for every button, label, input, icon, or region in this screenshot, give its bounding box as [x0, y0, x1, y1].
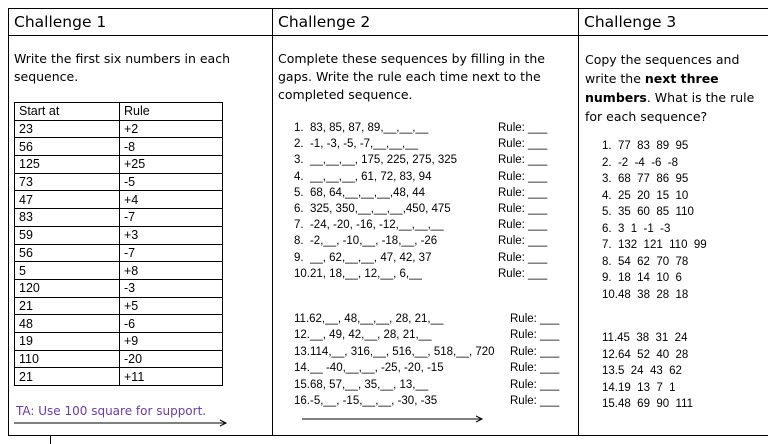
rule-blank: Rule: ___	[498, 219, 548, 232]
start-at-cell: 19	[15, 332, 120, 350]
sequence-item: 15.68, 57,__, 35,__, 13,__	[294, 378, 429, 391]
sequence-item: 13.114,__, 316,__, 516,__, 518,__, 720	[294, 345, 495, 358]
table-row	[15, 262, 223, 280]
rule-blank: Rule: ___	[510, 345, 560, 358]
rule-cell: +8	[120, 262, 223, 280]
rule-blank: Rule: ___	[510, 329, 560, 342]
sequence-item: 10.21, 18,__, 12,__, 6,__	[294, 267, 422, 280]
table-row	[15, 368, 223, 386]
sequence-item: 8. 54 62 70 78	[602, 255, 689, 268]
challenge1-instruction: Write the first six numbers in each sequence.	[14, 51, 231, 84]
sequence-item: 2. -1, -3, -5, -7,__,__,__	[294, 138, 419, 151]
header-challenge-3: Challenge 3	[578, 8, 768, 36]
start-at-cell: 21	[15, 368, 120, 386]
rule-blank: Rule: ___	[510, 378, 560, 391]
sequence-item: 11.45 38 31 24	[602, 332, 688, 344]
sequence-item: 9. 18 14 10 6	[602, 272, 682, 284]
start-at-cell: 5	[15, 262, 120, 280]
table-row	[15, 226, 223, 244]
challenge2-instruction: Complete these sequences by filling in the gaps. Write the rule each time next to the completed sequence.	[278, 51, 545, 102]
sequence-item: 4. __,__,__, 61, 72, 83, 94	[294, 170, 432, 183]
table-row	[15, 332, 223, 350]
table-body	[15, 120, 223, 385]
rule-blank: Rule: ___	[498, 203, 548, 215]
sequence-item: 2. -2 -4 -6 -8	[602, 156, 679, 169]
rule-blank: Rule: ___	[498, 267, 548, 280]
table-row	[15, 279, 223, 297]
rule-blank: Rule: ___	[510, 313, 560, 325]
challenge3-instruction	[585, 50, 763, 126]
table-header-row	[15, 103, 223, 121]
arrow-2	[302, 415, 486, 423]
rule-blank: Rule: ___	[510, 362, 560, 375]
divider-2-3	[578, 8, 579, 436]
start-at-cell: 48	[15, 315, 120, 333]
sequence-item: 14.__ -40,__,__, -25, -20, -15	[294, 362, 444, 375]
rule-cell: +4	[120, 191, 223, 209]
column-header-rule: Rule	[120, 103, 223, 121]
column-header-start: Start at	[15, 103, 120, 121]
divider-1-2	[272, 8, 273, 436]
table-row	[15, 191, 223, 209]
table-row	[15, 350, 223, 368]
margin-tick	[50, 435, 51, 444]
sequence-item: 4. 25 20 15 10	[602, 189, 689, 202]
sequence-item: 7. -24, -20, -16, -12,__,__,__	[294, 219, 444, 232]
start-at-cell: 110	[15, 350, 120, 368]
rule-blank: Rule: ___	[498, 154, 548, 167]
rule-blank: Rule: ___	[498, 138, 548, 151]
rule-cell: -3	[120, 279, 223, 297]
table-row	[15, 173, 223, 191]
rule-cell: -6	[120, 315, 223, 333]
sequence-item: 3. __,__,__, 175, 225, 275, 325	[294, 154, 458, 167]
sequence-item: 6. 325, 350,__,__,__,450, 475	[294, 203, 451, 215]
sequence-item: 9. __, 62,__,__, 47, 42, 37	[294, 251, 432, 264]
start-at-cell: 120	[15, 279, 120, 297]
table-row	[15, 244, 223, 262]
start-at-cell: 59	[15, 226, 120, 244]
sequence-item: 5. 35 60 85 110	[602, 206, 694, 218]
start-at-cell: 23	[15, 120, 120, 138]
table-row	[15, 297, 223, 315]
sequence-item: 10.48 38 28 18	[602, 288, 689, 301]
rule-cell: +3	[120, 226, 223, 244]
start-at-cell: 125	[15, 156, 120, 174]
rule-cell: +11	[120, 368, 223, 386]
sequence-item: 14.19 13 7 1	[602, 381, 676, 394]
sequence-item: 1. 83, 85, 87, 89,__,__,__	[294, 122, 429, 134]
bottom-border	[8, 435, 768, 436]
rule-cell: -7	[120, 209, 223, 227]
challenge3-instruction-bold: next three numbers	[585, 71, 719, 105]
rule-cell: +25	[120, 156, 223, 174]
start-at-cell: 56	[15, 244, 120, 262]
sequence-item: 11.62,__, 48,__,__, 28, 21,__	[294, 313, 444, 325]
rule-blank: Rule: ___	[510, 395, 560, 407]
header-challenge-1: Challenge 1	[8, 8, 272, 36]
rule-cell: -20	[120, 350, 223, 368]
challenge3-instruction-a: Copy the sequences and write the	[585, 52, 740, 86]
rule-cell: +2	[120, 120, 223, 138]
start-rule-table	[14, 102, 223, 386]
ta-note: TA: Use 100 square for support.	[16, 404, 207, 418]
rule-blank: Rule: ___	[498, 251, 548, 264]
sequence-item: 5. 68, 64,__,__,__,48, 44	[294, 186, 426, 199]
rule-cell: -8	[120, 138, 223, 156]
sequence-item: 15.48 69 90 111	[602, 398, 694, 410]
sequence-item: 1. 77 83 89 95	[602, 140, 689, 152]
table-row	[15, 156, 223, 174]
start-at-cell: 56	[15, 138, 120, 156]
rule-cell: -7	[120, 244, 223, 262]
rule-blank: Rule: ___	[498, 235, 548, 248]
header-challenge-2: Challenge 2	[272, 8, 578, 36]
start-at-cell: 73	[15, 173, 120, 191]
sequence-item: 16.-5,__, -15,__,__, -30, -35	[294, 395, 438, 407]
table-row	[15, 120, 223, 138]
rule-blank: Rule: ___	[498, 170, 548, 183]
sequence-item: 3. 68 77 86 95	[602, 173, 689, 185]
start-at-cell: 21	[15, 297, 120, 315]
sequence-item: 13.5 24 43 62	[602, 365, 682, 377]
challenge3-instruction-b: . What is the rule for each sequence?	[585, 90, 755, 124]
rule-blank: Rule: ___	[498, 122, 548, 134]
start-at-cell: 47	[15, 191, 120, 209]
rule-blank: Rule: ___	[498, 186, 548, 199]
table-row	[15, 138, 223, 156]
rule-cell: +5	[120, 297, 223, 315]
table-row	[15, 315, 223, 333]
sequence-item: 12.__, 49, 42,__, 28, 21,__	[294, 329, 432, 342]
rule-cell: -5	[120, 173, 223, 191]
arrow-1	[14, 419, 230, 427]
start-at-cell: 83	[15, 209, 120, 227]
sequence-item: 8. -2,__, -10,__, -18,__, -26	[294, 235, 438, 248]
rule-cell: +9	[120, 332, 223, 350]
sequence-item: 6. 3 1 -1 -3	[602, 222, 671, 235]
sequence-item: 12.64 52 40 28	[602, 348, 689, 361]
divider-left	[8, 8, 9, 436]
table-row	[15, 209, 223, 227]
sequence-item: 7. 132 121 110 99	[602, 239, 707, 251]
